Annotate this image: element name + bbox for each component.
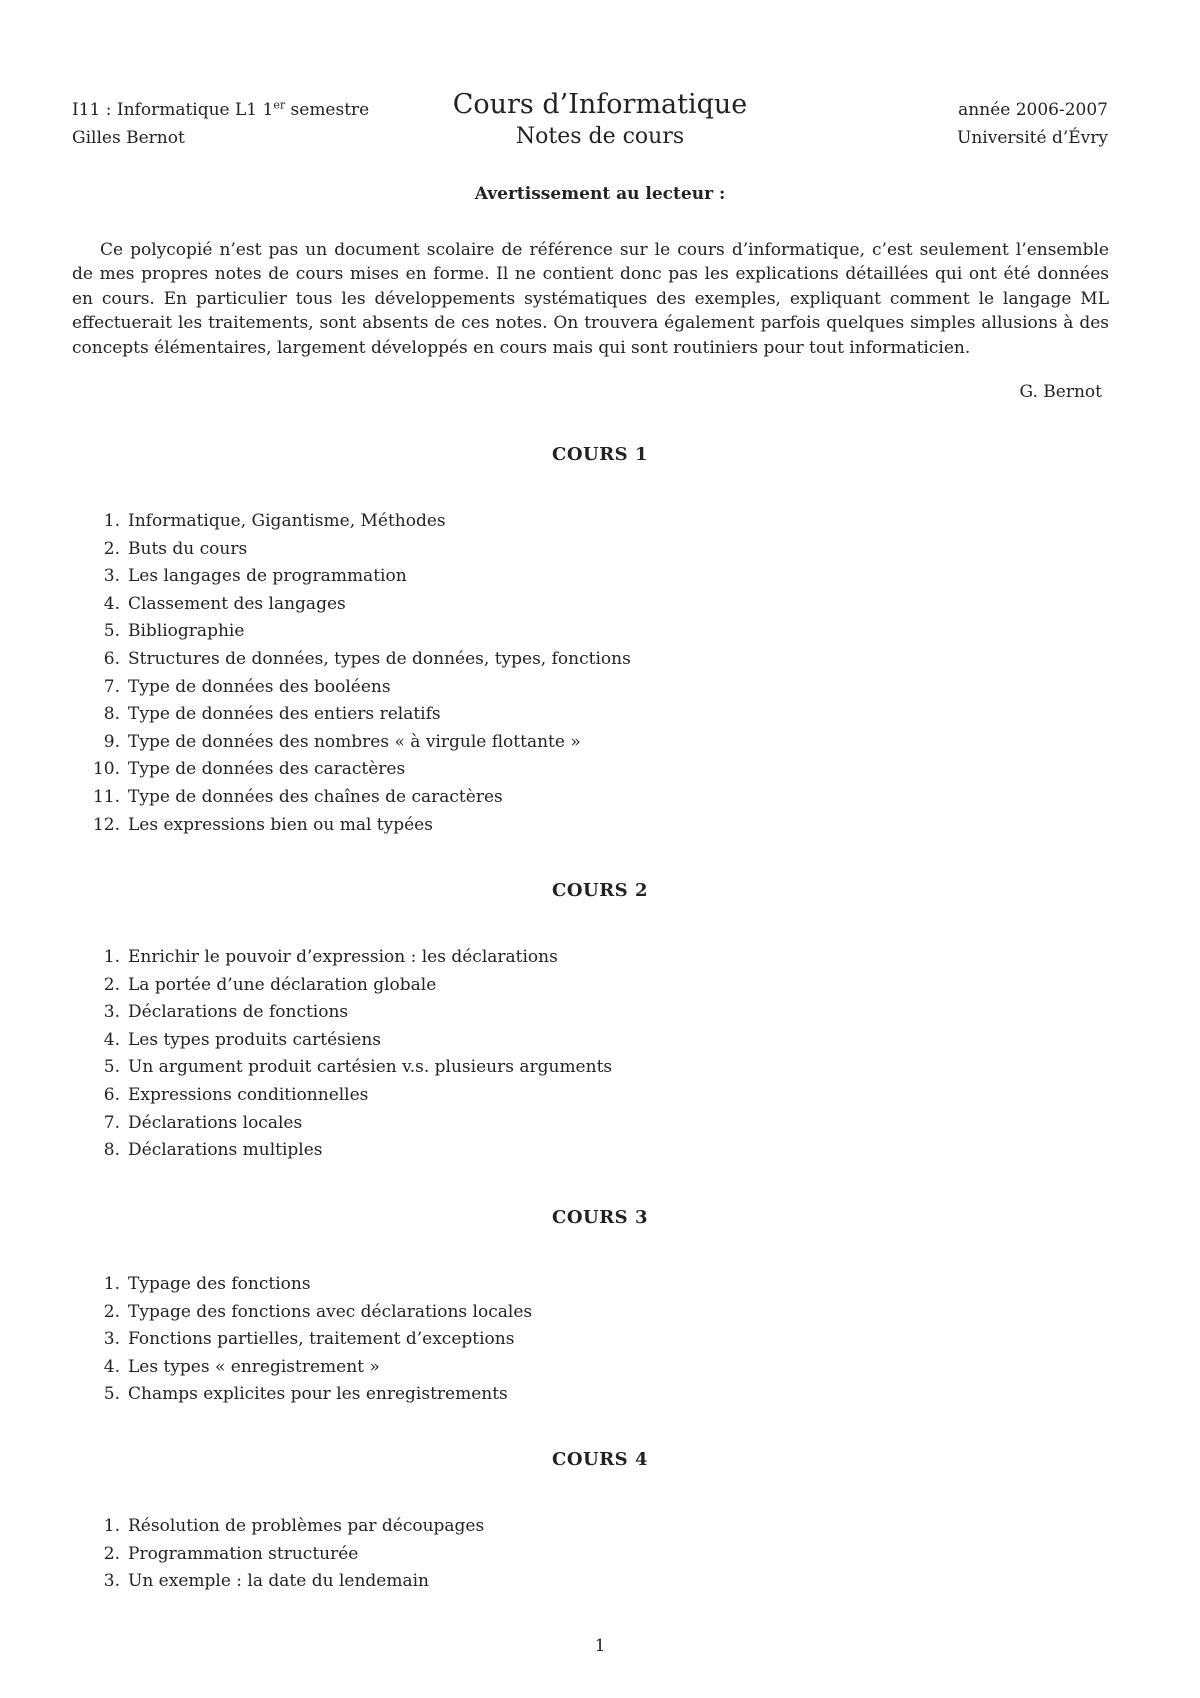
item-text: Programmation structurée (128, 1543, 359, 1564)
list-item (84, 756, 631, 784)
course-3-title: COURS 3 (552, 1207, 648, 1228)
item-text: Les langages de programmation (128, 566, 407, 587)
list-item (84, 1354, 532, 1382)
item-text: Buts du cours (128, 538, 248, 559)
list-item (84, 1082, 612, 1110)
item-number: 9. (103, 731, 120, 752)
list-item (84, 1299, 532, 1327)
list-item (84, 1381, 532, 1409)
item-number: 1. (103, 1516, 120, 1536)
item-text: La portée d’une déclaration globale (128, 974, 437, 995)
author-name: Gilles Bernot (72, 128, 185, 148)
item-number: 2. (103, 1301, 120, 1322)
item-text: Enrichir le pouvoir d’expression : les déclarations (128, 947, 558, 967)
course-1-list (84, 508, 631, 839)
list-item (84, 1271, 532, 1299)
item-number: 2. (103, 974, 120, 995)
item-text: Déclarations de fonctions (128, 1002, 349, 1023)
item-number: 1. (103, 947, 120, 967)
list-item (84, 508, 631, 536)
list-item (84, 536, 631, 564)
item-number: 1. (103, 511, 120, 531)
list-item (84, 618, 631, 646)
item-number: 3. (103, 1571, 120, 1592)
item-number: 1. (103, 1274, 120, 1294)
academic-year: année 2006-2007 (958, 100, 1108, 120)
item-text: Typage des fonctions avec déclarations locales (128, 1301, 533, 1322)
list-item (84, 999, 612, 1027)
warning-title: Avertissement au lecteur : (474, 184, 726, 204)
item-text: Informatique, Gigantisme, Méthodes (128, 511, 446, 531)
item-number: 4. (103, 1356, 120, 1377)
document-title: Cours d’Informatique (452, 89, 748, 120)
list-item (84, 784, 631, 812)
document-subtitle: Notes de cours (515, 124, 685, 149)
item-number: 3. (103, 1329, 120, 1350)
list-item (84, 1137, 612, 1165)
item-text: Type de données des nombres « à virgule flottante » (128, 731, 581, 752)
item-text: Un argument produit cartésien v.s. plusieurs arguments (128, 1057, 613, 1078)
item-number: 10. (92, 759, 120, 780)
item-number: 4. (103, 593, 120, 614)
item-text: Type de données des booléens (128, 676, 391, 697)
item-text: Les expressions bien ou mal typées (128, 814, 433, 835)
item-text: Un exemple : la date du lendemain (128, 1571, 429, 1592)
item-text: Champs explicites pour les enregistrements (128, 1384, 508, 1405)
list-item (84, 646, 631, 674)
item-text: Déclarations multiples (128, 1140, 323, 1161)
item-number: 5. (103, 1384, 120, 1405)
item-number: 7. (103, 1112, 120, 1133)
signature: G. Bernot (1019, 382, 1102, 402)
university-name: Université d’Évry (957, 128, 1108, 148)
item-text: Structures de données, types de données, types, fonctions (128, 648, 631, 669)
item-text: Type de données des entiers relatifs (128, 704, 441, 725)
list-item (84, 1110, 612, 1138)
item-text: Résolution de problèmes par découpages (128, 1516, 485, 1536)
header-right (957, 96, 1108, 152)
item-number: 11. (92, 786, 120, 807)
item-number: 5. (103, 1057, 120, 1078)
item-number: 2. (103, 1543, 120, 1564)
course-code-text: I11 : Informatique L1 1 (72, 100, 274, 120)
list-item (84, 1513, 484, 1541)
list-item (84, 1054, 612, 1082)
item-text: Type de données des caractères (128, 759, 406, 780)
list-item (84, 563, 631, 591)
item-text: Déclarations locales (128, 1112, 303, 1133)
item-number: 2. (103, 538, 120, 559)
list-item (84, 701, 631, 729)
item-number: 3. (103, 566, 120, 587)
item-text: Fonctions partielles, traitement d’exceptions (128, 1329, 515, 1350)
semester-ordinal-suffix: er (273, 98, 286, 112)
item-number: 4. (103, 1029, 120, 1050)
item-text: Type de données des chaînes de caractères (128, 786, 503, 807)
item-text: Les types « enregistrement » (128, 1356, 380, 1377)
item-text: Typage des fonctions (128, 1274, 311, 1294)
list-item (84, 972, 612, 1000)
item-number: 5. (103, 621, 120, 642)
course-2-title: COURS 2 (552, 880, 648, 901)
item-number: 12. (92, 814, 120, 835)
list-item (84, 944, 612, 972)
item-text: Les types produits cartésiens (128, 1029, 382, 1050)
item-text: Bibliographie (128, 621, 245, 642)
list-item (84, 1027, 612, 1055)
item-number: 7. (103, 676, 120, 697)
list-item (84, 1326, 532, 1354)
item-number: 6. (103, 1084, 120, 1105)
item-number: 3. (103, 1002, 120, 1023)
item-text: Classement des langages (128, 593, 346, 614)
list-item (84, 591, 631, 619)
list-item (84, 729, 631, 757)
list-item (84, 1568, 484, 1596)
semester-text: semestre (285, 100, 370, 120)
course-1-title: COURS 1 (552, 444, 648, 465)
course-4-title: COURS 4 (552, 1449, 648, 1470)
item-number: 8. (103, 704, 120, 725)
list-item (84, 812, 631, 840)
page-number: 1 (594, 1636, 606, 1656)
course-2-list (84, 944, 612, 1165)
course-3-list (84, 1271, 532, 1409)
warning-paragraph: Ce polycopié n’est pas un document scolaire de référence sur le cours d’informatique, c’est seulement l’ensemble de mes propres notes de cours mises en forme. Il ne contient donc pas les explications détaillées qui ont été données en cours. En particulier tous les développements systématiques des exemples, expliquant comment le langage ML effectuerait les traitements, sont absents de ces notes. On trouvera également parfois quelques simples allusions à des concepts élémentaires, largement développés en cours mais qui sont routiniers pour tout informaticien. (72, 240, 1109, 358)
item-number: 8. (103, 1140, 120, 1161)
course-4-list (84, 1513, 484, 1596)
list-item (84, 674, 631, 702)
list-item (84, 1541, 484, 1569)
item-number: 6. (103, 648, 120, 669)
item-text: Expressions conditionnelles (128, 1084, 369, 1105)
